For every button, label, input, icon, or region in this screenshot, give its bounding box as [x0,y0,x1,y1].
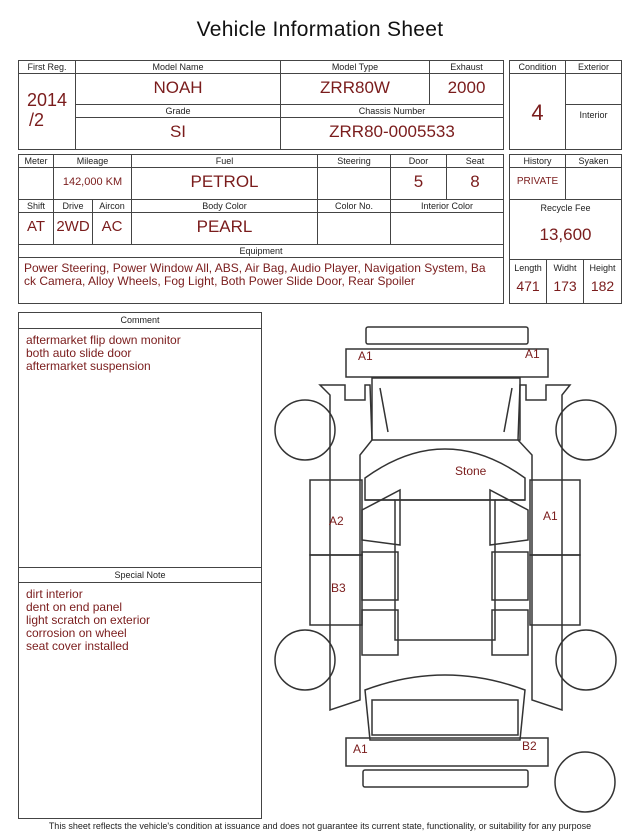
mark-right-side: A1 [543,509,558,523]
row-divider [510,199,621,200]
condition-cell [510,61,566,149]
wheel-rear-right [556,630,616,690]
shift-label: Shift [19,200,53,213]
seat-cell [447,155,503,199]
chassis-label: Chassis Number [281,105,503,118]
color-no-label: Color No. [318,200,390,213]
condition-value: 4 [531,100,544,125]
comment-line: both auto slide door [26,346,132,360]
exhaust-label: Exhaust [430,61,503,74]
exhaust-cell [430,61,503,105]
special-note-line: seat cover installed [26,639,129,653]
model-name-label: Model Name [76,61,280,74]
steering-cell [318,155,391,199]
wheel-front-left [275,400,335,460]
steering-label: Steering [318,155,390,168]
mark-rear-left: A1 [353,742,368,756]
shift-value: AT [26,218,46,235]
fuel-label: Fuel [132,155,317,168]
tailgate [372,700,518,735]
seat-value: 8 [470,172,480,191]
spec-block [18,154,504,304]
equipment-label: Equipment [19,245,503,258]
special-note-line: dent on end panel [26,600,123,614]
windshield [365,449,525,500]
comment-label: Comment [19,313,261,329]
first-reg-month: /2 [29,110,45,130]
condition-label: Condition [510,61,565,74]
door-label: Door [391,155,446,168]
drive-cell [54,200,93,244]
comment-line: aftermarket flip down monitor [26,333,181,347]
interior-color-cell [391,200,503,244]
front-bumper-top [366,327,528,344]
width-cell [547,260,584,303]
height-cell [584,260,621,303]
syaken-label: Syaken [566,155,621,168]
syaken-cell [566,155,621,199]
mark-left-front-door: A2 [329,514,344,528]
first-reg-cell [19,61,76,149]
mark-roof: Stone [455,464,487,478]
model-type-label: Model Type [281,61,429,74]
exterior-cell [566,61,621,105]
chassis-value: ZRR80-0005533 [329,122,455,141]
model-type-value: ZRR80W [320,78,390,97]
body-color-cell [132,200,318,244]
spare-wheel [555,752,615,812]
car-damage-diagram [270,320,622,820]
mark-left-rear-door: B3 [331,581,346,595]
roof [395,500,495,640]
right-rear-door [530,555,580,625]
special-note-line: corrosion on wheel [26,626,127,640]
seat-label: Seat [447,155,503,168]
vehicle-id-block [18,60,504,150]
wheel-front-right [556,400,616,460]
condition-block [509,60,622,150]
width-label: Widht [553,263,577,273]
aircon-cell [93,200,132,244]
body-left-outline [320,385,372,710]
door-cell [391,155,447,199]
meter-label: Meter [19,155,53,168]
chassis-cell [281,105,503,149]
history-cell [510,155,566,199]
body-color-label: Body Color [132,200,317,213]
disclaimer-footer: This sheet reflects the vehicle's condition at issuance and does not guarantee its current state, functionality, or suitability for any purpose [48,821,592,831]
special-note-line: light scratch on exterior [26,613,151,627]
aircon-label: Aircon [93,200,131,213]
mark-front-right: A1 [525,347,540,361]
aircon-value: AC [101,218,123,235]
left-rear-window [362,552,398,600]
meter-cell [19,155,54,199]
door-value: 5 [413,172,424,191]
shift-cell [19,200,54,244]
rear-bumper-bottom [363,770,528,787]
drive-label: Drive [54,200,92,213]
drive-value: 2WD [56,218,90,235]
fuel-value: PETROL [190,172,259,191]
special-note-label: Special Note [19,568,261,583]
recycle-fee-value: 13,600 [539,225,592,244]
first-reg-year: 2014 [26,90,68,110]
comment-line: aftermarket suspension [26,359,151,373]
grade-label: Grade [76,105,280,118]
model-type-cell [281,61,430,105]
height-value: 182 [590,278,615,294]
left-quarter-window [362,610,398,655]
right-quarter-window [492,610,528,655]
body-right-outline [518,385,570,710]
special-note-line: dirt interior [26,587,83,601]
length-value: 471 [516,278,540,294]
history-value: PRIVATE [516,176,559,187]
length-cell [510,260,547,303]
body-color-value: PEARL [196,217,253,236]
wheel-rear-left [275,630,335,690]
rear-bumper [346,738,548,766]
color-no-cell [318,200,391,244]
mileage-label: Mileage [54,155,131,168]
mileage-cell [54,155,132,199]
width-value: 173 [553,278,577,294]
interior-color-label: Interior Color [391,200,503,213]
recycle-fee-label: Recycle Fee [540,203,591,213]
history-block [509,154,622,304]
front-bumper [346,349,548,377]
interior-cell [566,105,621,149]
height-label: Height [589,263,616,273]
rear-window [365,675,525,740]
equipment-line-1: Power Steering, Power Window All, ABS, Air Bag, Audio Player, Navigation System, Ba [24,261,486,275]
grade-cell [76,105,281,149]
length-label: Length [514,263,542,273]
hood [372,378,520,440]
right-rear-window [492,552,528,600]
model-name-cell [76,61,281,105]
mileage-value: 142,000 KM [62,176,123,188]
mark-rear-right: B2 [522,739,537,753]
mark-front-left: A1 [358,349,373,363]
page-title: Vehicle Information Sheet [196,18,444,41]
exhaust-value: 2000 [447,78,486,97]
interior-label: Interior [579,110,608,120]
hood-lines [380,388,512,432]
equipment-line-2: ck Camera, Alloy Wheels, Fog Light, Both Power Slide Door, Rear Spoiler [24,274,415,288]
comment-block [18,312,262,819]
history-label: History [510,155,565,168]
fuel-cell [132,155,318,199]
grade-value: SI [169,122,187,141]
first-reg-label: First Reg. [19,61,75,74]
model-name-value: NOAH [153,78,203,97]
exterior-label: Exterior [566,61,621,74]
